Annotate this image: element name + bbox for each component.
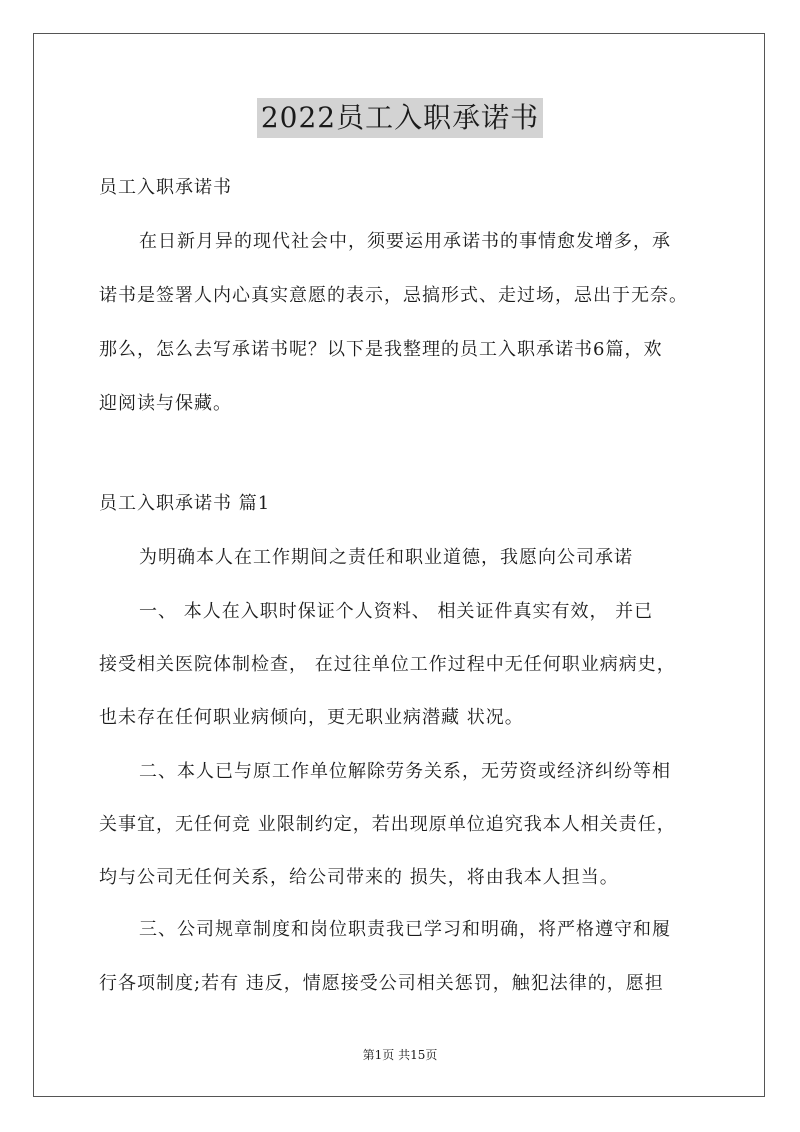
body-line: 也未存在任何职业病倾向，更无职业病潜藏 状况。 [99,707,524,728]
body-line: 行各项制度;若有 违反，情愿接受公司相关惩罚，触犯法律的，愿担 [99,973,664,994]
body-line: 二、本人已与原工作单位解除劳务关系，无劳资或经济纠纷等相 [139,761,671,782]
intro-line: 那么，怎么去写承诺书呢？以下是我整理的员工入职承诺书6篇，欢 [99,339,663,360]
body-line: 关事宜，无任何竞 业限制约定，若出现原单位追究我本人相关责任， [99,814,676,835]
body-line: 接受相关医院体制检查， 在过往单位工作过程中无任何职业病病史， [99,654,676,675]
body-line: 均与公司无任何关系，给公司带来的 损失，将由我本人担当。 [99,867,619,888]
intro-line: 迎阅读与保藏。 [99,393,232,414]
page-footer: 第1页 共15页 [362,1048,438,1062]
body-line: 三、公司规章制度和岗位职责我已学习和明确，将严格遵守和履 [139,919,671,940]
document-title: 2022员工入职承诺书 [257,98,543,138]
section-heading: 员工入职承诺书 篇1 [99,493,271,514]
intro-line: 诺书是签署人内心真实意愿的表示，忌搞形式、走过场，忌出于无奈。 [99,285,688,306]
intro-heading: 员工入职承诺书 [99,177,232,198]
body-line: 一、 本人在入职时保证个人资料、 相关证件真实有效， 并已 [139,601,654,622]
intro-line: 在日新月异的现代社会中，须要运用承诺书的事情愈发增多，承 [139,231,671,252]
body-line: 为明确本人在工作期间之责任和职业道德，我愿向公司承诺 [139,547,633,568]
